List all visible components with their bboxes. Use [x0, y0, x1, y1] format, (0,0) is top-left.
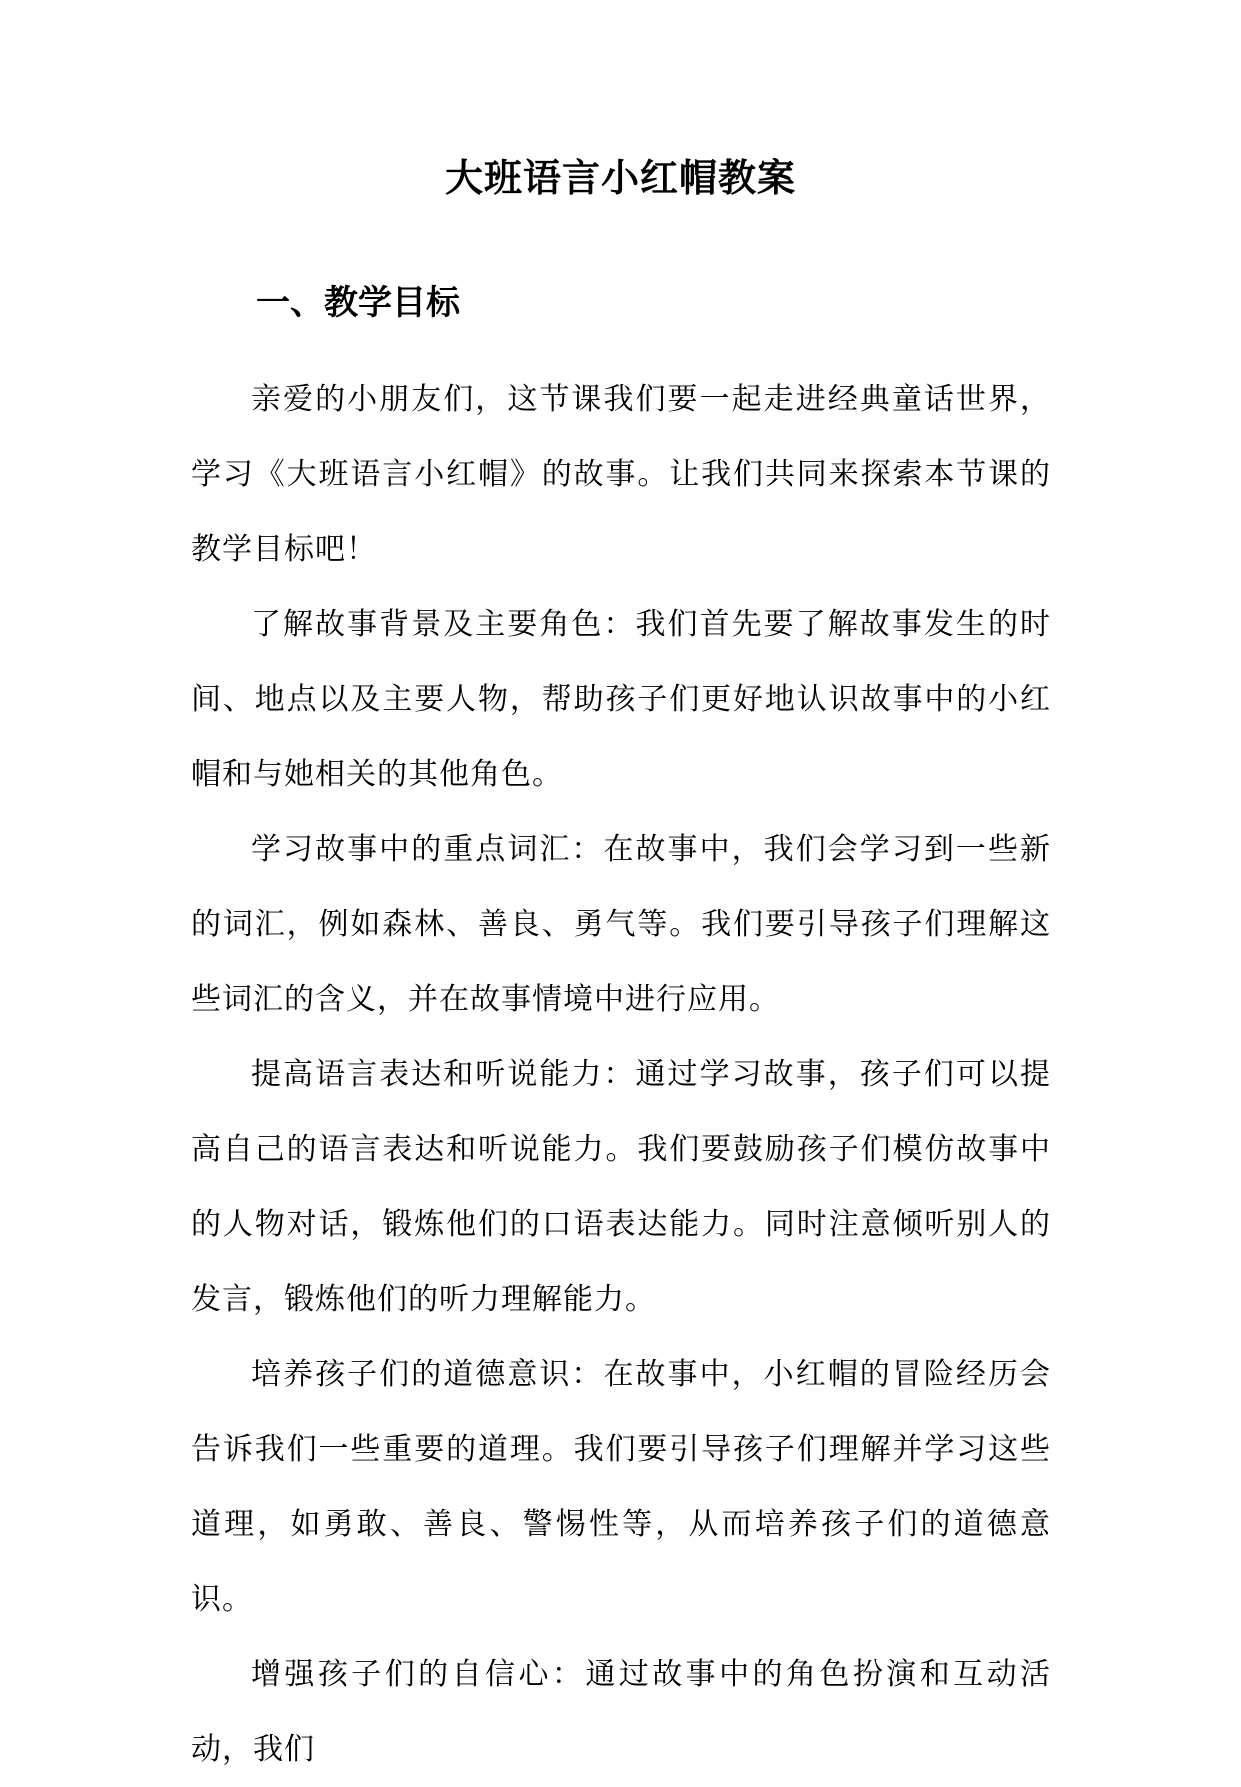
page-title: 大班语言小红帽教案 [444, 155, 796, 200]
paragraph-vocabulary: 学习故事中的重点词汇：在故事中，我们会学习到一些新的词汇，例如森林、善良、勇气等。我们要引导孩子们理解这些词汇的含义，并在故事情境中进行应用。 [191, 832, 1051, 1017]
section-heading: 一、教学目标 [256, 283, 460, 323]
paragraph-moral: 培养孩子们的道德意识：在故事中，小红帽的冒险经历会告诉我们一些重要的道理。我们要引导孩子们理解并学习这些道理，如勇敢、善良、警惕性等，从而培养孩子们的道德意识。 [191, 1357, 1051, 1617]
paragraph-confidence: 增强孩子们的自信心：通过故事中的角色扮演和互动活动，我们 [191, 1657, 1051, 1767]
paragraph-language-skills: 提高语言表达和听说能力：通过学习故事，孩子们可以提高自己的语言表达和听说能力。我们要鼓励孩子们模仿故事中的人物对话，锻炼他们的口语表达能力。同时注意倾听别人的发言，锻炼他们的听力理解能力。 [191, 1057, 1051, 1317]
body-text [191, 362, 1051, 1787]
paragraph-intro: 亲爱的小朋友们，这节课我们要一起走进经典童话世界，学习《大班语言小红帽》的故事。让我们共同来探索本节课的教学目标吧！ [191, 382, 1051, 567]
paragraph-background: 了解故事背景及主要角色：我们首先要了解故事发生的时间、地点以及主要人物，帮助孩子们更好地认识故事中的小红帽和与她相关的其他角色。 [191, 607, 1051, 792]
